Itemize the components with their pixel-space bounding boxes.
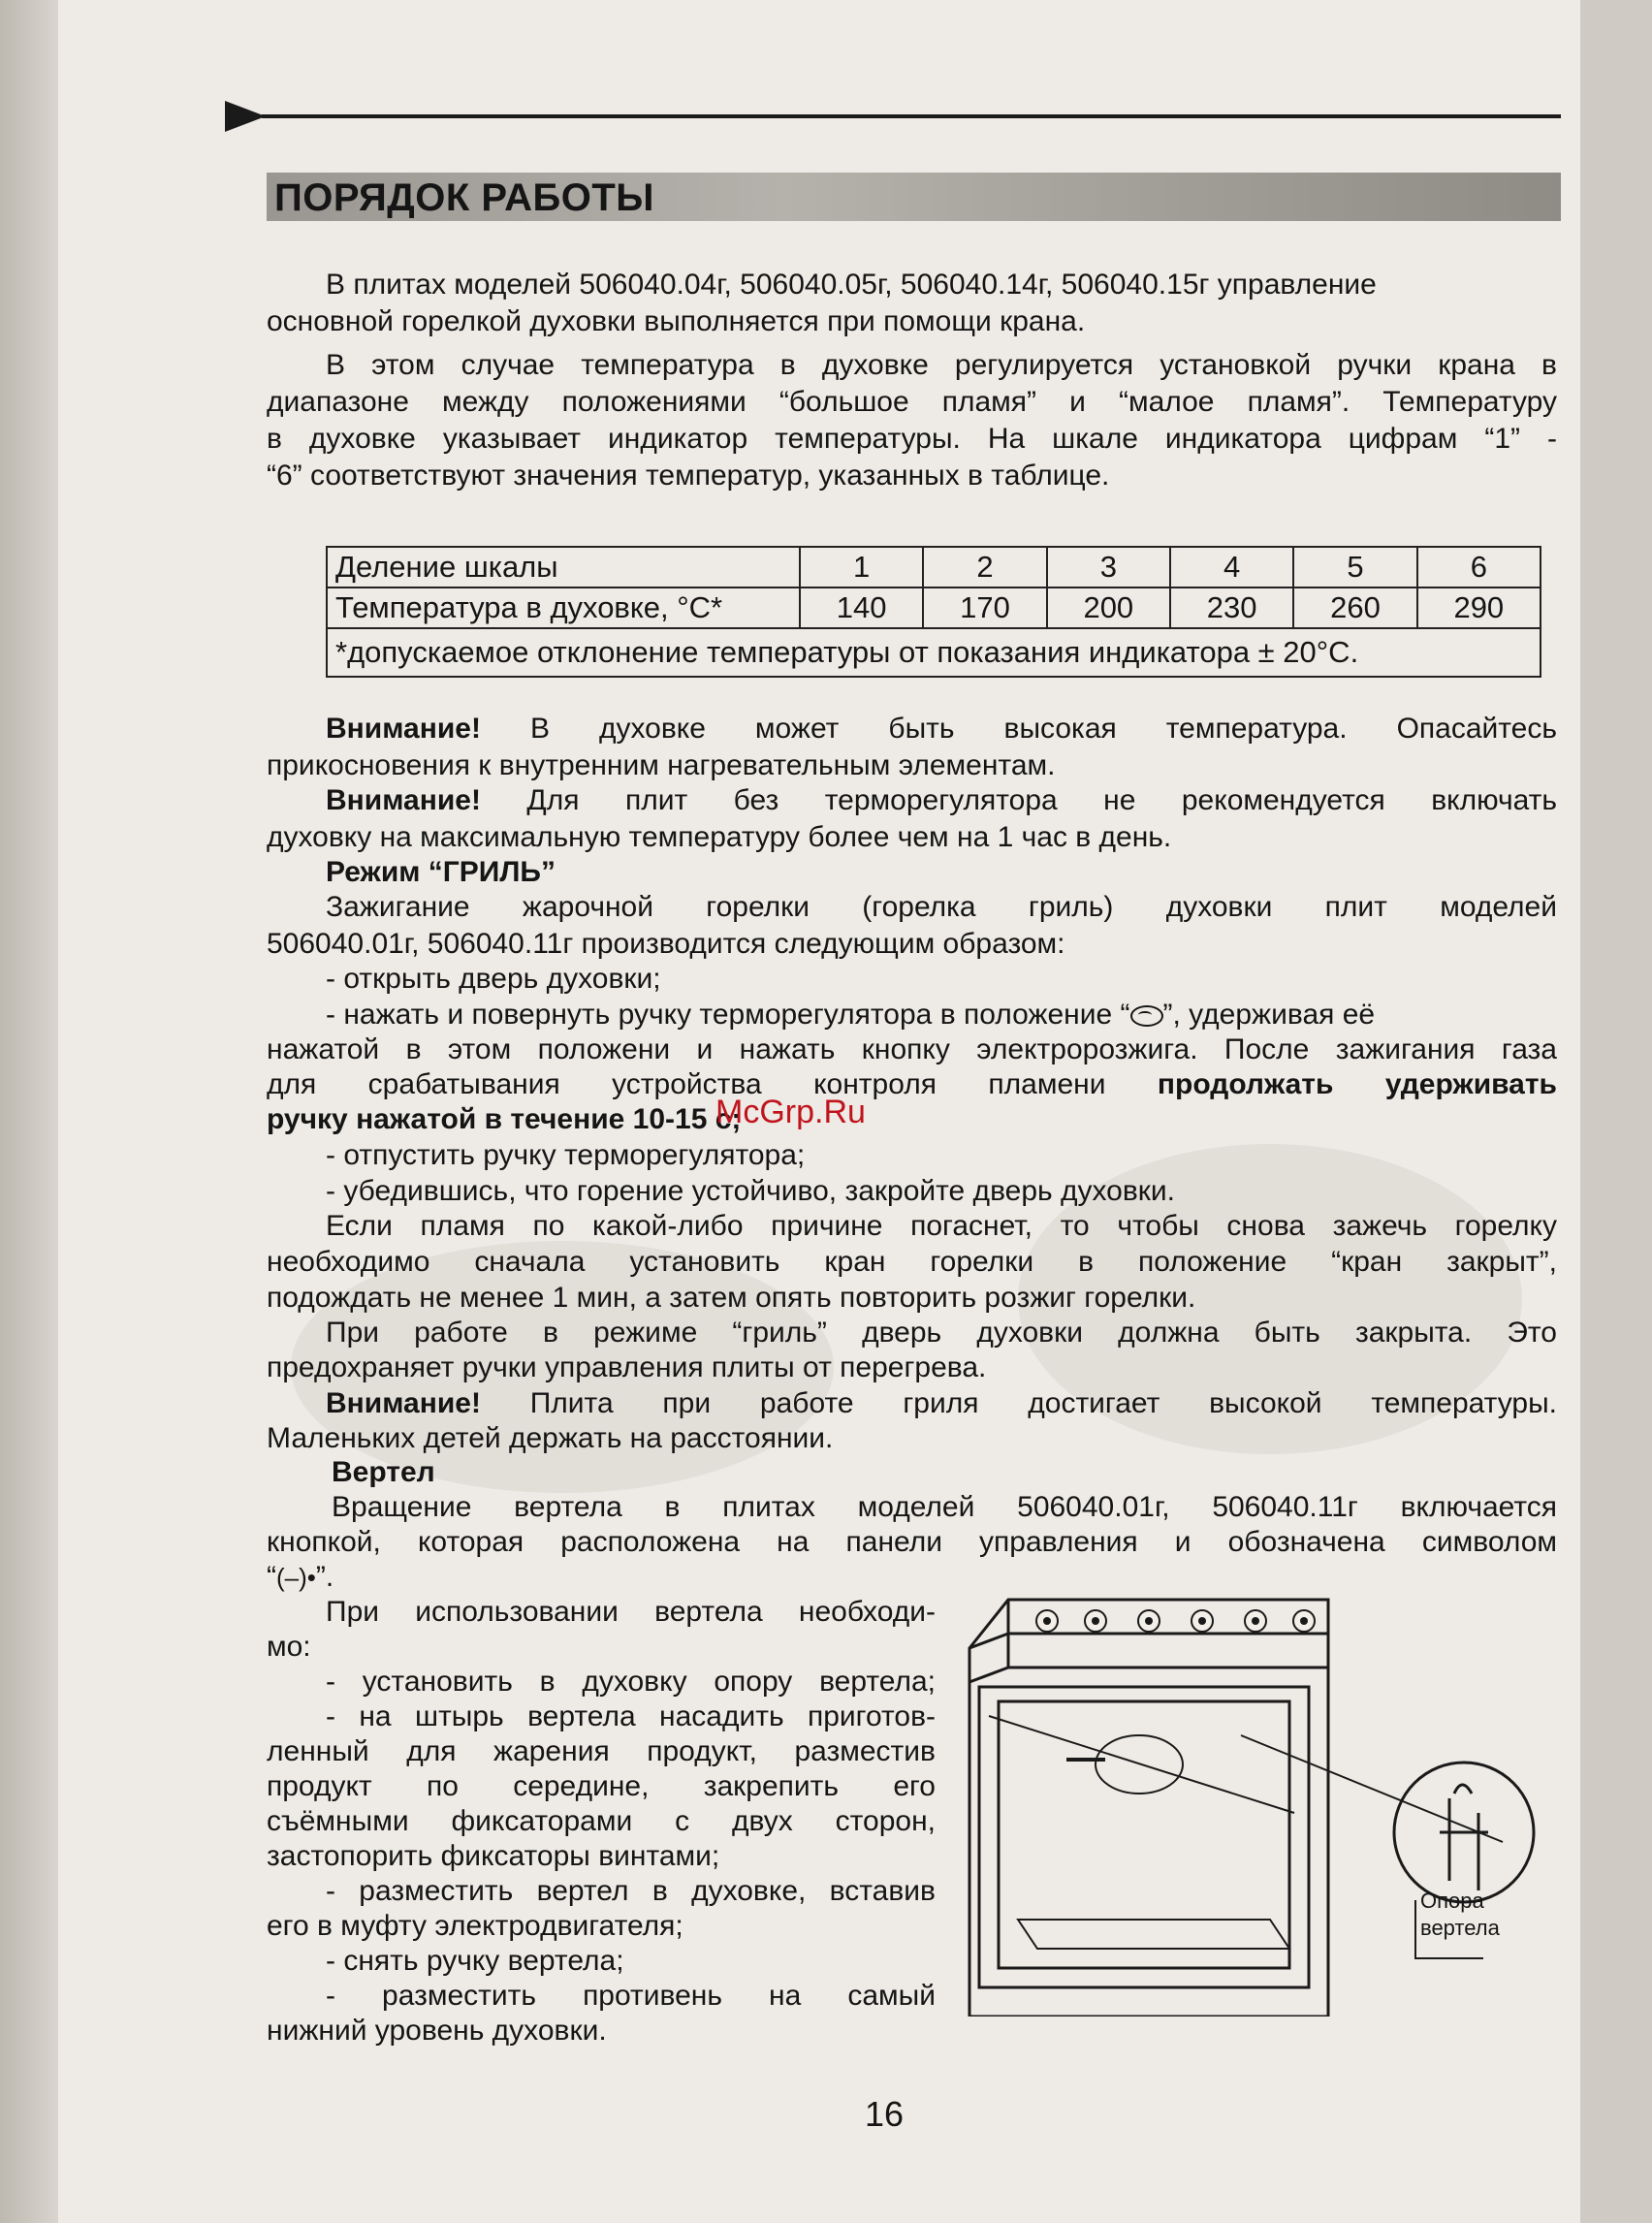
warning-line <box>326 1385 1557 1422</box>
grill-line: - отпустить ручку терморегулятора; <box>326 1139 806 1171</box>
spit-line: мо: <box>267 1631 311 1663</box>
spit-line: ленный для жарения продукт, разместив <box>267 1735 936 1767</box>
warning-text: Плита при работе гриля достигает высокой температуры. <box>480 1387 1557 1419</box>
grill-line <box>267 1066 1557 1103</box>
oven-spit-illustration <box>960 1590 1561 2017</box>
grill-text: для срабатывания устройства контроля пламени <box>267 1068 1158 1100</box>
section-heading-grill: Режим “ГРИЛЬ” <box>326 856 556 888</box>
table-cell: 5 <box>1293 547 1416 588</box>
intro-line: диапазоне между положениями “большое пламя” и “малое пламя”. Температуру <box>267 386 1557 418</box>
grill-line: При работе в режиме “гриль” дверь духовки должна быть закрыта. Это <box>326 1317 1557 1349</box>
grill-symbol-icon <box>1130 1005 1163 1027</box>
grill-line: - убедившись, что горение устойчиво, закройте дверь духовки. <box>326 1175 1176 1207</box>
spit-line: нижний уровень духовки. <box>267 2015 607 2047</box>
table-cell: 1 <box>800 547 923 588</box>
temperature-table <box>326 546 1541 678</box>
spit-line: - снять ручку вертела; <box>326 1945 624 1977</box>
table-row <box>327 588 1541 628</box>
header-arrow-icon <box>225 101 266 132</box>
table-cell: 230 <box>1170 588 1293 628</box>
figure-label: Опора <box>1420 1889 1484 1913</box>
spit-line: - разместить вертел в духовке, вставив <box>326 1875 936 1907</box>
spit-text: “ <box>267 1561 276 1593</box>
spit-line: Вращение вертела в плитах моделей 506040.01г, 506040.11г включается <box>332 1491 1557 1523</box>
oven-body <box>969 1600 1328 2017</box>
spit-line: его в муфту электродвигателя; <box>267 1910 683 1942</box>
table-row <box>327 547 1541 588</box>
grill-line <box>326 997 1375 1033</box>
table-cell: 260 <box>1293 588 1416 628</box>
spit-rod <box>989 1716 1294 1813</box>
spit-line: съёмными фиксаторами с двух сторон, <box>267 1805 936 1837</box>
baking-tray <box>1018 1920 1289 1949</box>
page-edge <box>0 0 58 2223</box>
watermark: McGrp.Ru <box>715 1094 866 1130</box>
table-cell: 200 <box>1047 588 1170 628</box>
grill-line: Зажигание жарочной горелки (горелка гриль) духовки плит моделей <box>326 891 1557 923</box>
intro-line: В этом случае температура в духовке регулируется установкой ручки крана в <box>326 349 1557 381</box>
grill-line: подождать не менее 1 мин, а затем опять повторить розжиг горелки. <box>267 1282 1196 1314</box>
header-rule <box>262 114 1561 118</box>
table-cell: 140 <box>800 588 923 628</box>
table-cell: 3 <box>1047 547 1170 588</box>
warning-label: Внимание! <box>326 713 481 745</box>
warning-label: Внимание! <box>326 1387 481 1419</box>
table-cell: 290 <box>1417 588 1541 628</box>
table-row <box>327 628 1541 677</box>
grill-line: нажатой в этом положени и нажать кнопку электророзжига. После зажигания газа <box>267 1033 1557 1065</box>
table-cell: 170 <box>923 588 1046 628</box>
table-note: *допускаемое отклонение температуры от показания индикатора ± 20°С. <box>327 628 1541 677</box>
warning-text: Для плит без терморегулятора не рекомендуется включать <box>480 784 1557 816</box>
table-cell: Деление шкалы <box>327 547 800 588</box>
intro-line: В плитах моделей 506040.04г, 506040.05г, 506040.14г, 506040.15г управление <box>326 269 1377 301</box>
spit-line: - установить в духовку опору вертела; <box>326 1666 936 1698</box>
table-cell: 2 <box>923 547 1046 588</box>
spit-text: ”. <box>315 1561 334 1593</box>
warning-line: прикосновения к внутренним нагревательным элементам. <box>267 749 1056 781</box>
table-cell: Температура в духовке, °С* <box>327 588 800 628</box>
grill-line: Если пламя по какой-либо причине погаснет, то чтобы снова зажечь горелку <box>326 1210 1557 1242</box>
spit-line <box>267 1559 334 1596</box>
spit-line: - разместить противень на самый <box>326 1980 936 2012</box>
warning-line: духовку на максимальную температуру более чем на 1 час в день. <box>267 821 1172 853</box>
grill-text: - нажать и повернуть ручку терморегулятора в положение “ <box>326 999 1130 1031</box>
intro-line: основной горелкой духовки выполняется при помощи крана. <box>267 305 1086 337</box>
warning-line <box>326 782 1557 819</box>
page-number: 16 <box>865 2094 905 2134</box>
spit-line: кнопкой, которая расположена на панели управления и обозначена символом <box>267 1526 1557 1558</box>
spit-line: застопорить фиксаторы винтами; <box>267 1840 720 1872</box>
warning-line <box>326 711 1557 747</box>
grill-line: необходимо сначала установить кран горелки в положение “кран закрыт”, <box>267 1246 1557 1278</box>
intro-line: в духовке указывает индикатор температуры. На шкале индикатора цифрам “1” - <box>267 423 1557 455</box>
grill-line: - открыть дверь духовки; <box>326 963 661 995</box>
oven-cavity <box>979 1687 1309 1987</box>
table-cell: 6 <box>1417 547 1541 588</box>
spit-line: При использовании вертела необходи- <box>326 1596 936 1628</box>
warning-line: Маленьких детей держать на расстоянии. <box>267 1422 834 1454</box>
grill-text-bold: продолжать удерживать <box>1157 1068 1557 1100</box>
grill-line: предохраняет ручки управления плиты от перегрева. <box>267 1351 987 1383</box>
grill-line: 506040.01г, 506040.11г производится следующим образом: <box>267 928 1065 960</box>
spit-rotation-icon: (‒)• <box>276 1563 316 1592</box>
spit-line: продукт по середине, закрепить его <box>267 1770 936 1802</box>
warning-text: В духовке может быть высокая температура. Опасайтесь <box>480 713 1557 745</box>
spit-line: - на штырь вертела насадить приготов- <box>326 1700 936 1732</box>
grill-text: ”, удерживая её <box>1162 999 1376 1031</box>
page-title: ПОРЯДОК РАБОТЫ <box>274 176 654 219</box>
table-cell: 4 <box>1170 547 1293 588</box>
intro-line: “6” соответствуют значения температур, указанных в таблице. <box>267 460 1110 492</box>
grill-line: ручку нажатой в течение 10-15 с; <box>267 1103 742 1135</box>
section-heading-spit: Вертел <box>332 1456 435 1488</box>
figure-label: вертела <box>1420 1916 1500 1940</box>
warning-label: Внимание! <box>326 784 481 816</box>
